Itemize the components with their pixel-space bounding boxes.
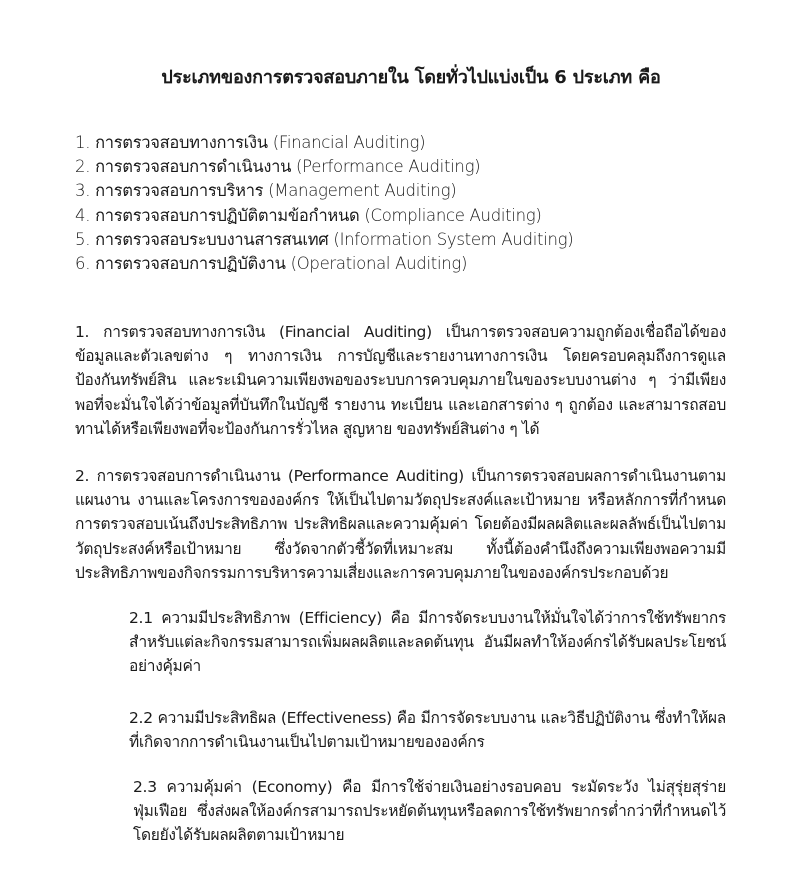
paragraph-text: 2.1 ความมีประสิทธิภาพ (Efficiency) คือ มีการจัดระบบงานให้มั่นใจได้ว่าการใช้ทรัพยากรสำหรับแต่ละกิจกรรมสามารถเพิ่มผลผลิตและลดต้นทุน อันมีผลทำให้องค์กรได้รับผลประโยชน์อย่างคุ้มค่า [129, 609, 726, 676]
paragraph-text: 2.2 ความมีประสิทธิผล (Effectiveness) คือ มีการจัดระบบงาน และวิธีปฏิบัติงาน ซึ่งทำให้ผลที่เกิดจากการดำเนินงานเป็นไปตามเป้าหมายขององค์กร [129, 709, 726, 752]
list-item: 5. การตรวจสอบระบบงานสารสนเทศ (Information System Auditing) [75, 229, 574, 249]
paragraph-text: 1. การตรวจสอบทางการเงิน (Financial Auditing) เป็นการตรวจสอบความถูกต้องเชื่อถือได้ของข้อมูลและตัวเลขต่าง ๆ ทางการเงิน การบัญชีและรายงานทางการเงิน โดยครอบคลุมถึงการดูแลป้องกันทรัพย์สิน และระเมินความเพียงพอของระบบการควบคุมภายในของระบบงานต่าง ๆ ว่ามีเพียงพอที่จะมั่นใจได้ว่าข้อมูลที่บันทึกในบัญชี รายงาน ทะเบียน และเอกสารต่าง ๆ ถูกต้อง และสามารถสอบทานได้หรือเพียงพอที่จะป้องกันการรั่วไหล สูญหาย ของทรัพย์สินต่าง ๆ ได้ [75, 323, 726, 438]
list-item: 4. การตรวจสอบการปฏิบัติตามข้อกำหนด (Compliance Auditing) [75, 205, 542, 225]
paragraph-effectiveness [75, 706, 726, 754]
list-item: 2. การตรวจสอบการดำเนินงาน (Performance Auditing) [75, 157, 481, 177]
paragraph-text: 2. การตรวจสอบการดำเนินงาน (Performance Auditing) เป็นการตรวจสอบผลการดำเนินงานตามแผนงาน งานและโครงการขององค์กร ให้เป็นไปตามวัตถุประสงค์และเป้าหมาย หรือหลักการที่กำหนด การตรวจสอบเน้นถึงประสิทธิภาพ ประสิทธิผลและความคุ้มค่า โดยต้องมีผลผลิตและผลลัพธ์เป็นไปตามวัตถุประสงค์หรือเป้าหมาย ซึ่งวัดจากตัวชี้วัดที่เหมาะสม ทั้งนี้ต้องคำนึงถึงความเพียงพอความมี ประสิทธิภาพของกิจกรรมการบริหารความเสี่ยงและการควบคุมภายในขององค์กรประกอบด้วย [75, 467, 726, 582]
paragraph-text: 2.3 ความคุ้มค่า (Economy) คือ มีการใช้จ่ายเงินอย่างรอบคอบ ระมัดระวัง ไม่สุรุ่ยสุร่ายฟุ่มเฟือย ซึ่งส่งผลให้องค์กรสามารถประหยัดต้นทุนหรือลดการใช้ทรัพยากรต่ำกว่าที่กำหนดไว้ โดยยังได้รับผลผลิตตามเป้าหมาย [133, 778, 726, 845]
paragraph-economy [75, 775, 726, 848]
paragraph-efficiency [75, 606, 726, 679]
list-item: 6. การตรวจสอบการปฏิบัติงาน (Operational Auditing) [75, 254, 468, 274]
paragraph-financial-auditing [75, 320, 726, 441]
audit-types-list [75, 131, 573, 276]
paragraph-performance-auditing [75, 464, 726, 585]
list-item: 3. การตรวจสอบการบริหาร (Management Auditing) [75, 181, 457, 201]
list-item: 1. การตรวจสอบทางการเงิน (Financial Auditing) [75, 133, 426, 152]
document-title: ประเภทของการตรวจสอบภายใน โดยทั่วไปแบ่งเป็น 6 ประเภท คือ [161, 67, 661, 88]
